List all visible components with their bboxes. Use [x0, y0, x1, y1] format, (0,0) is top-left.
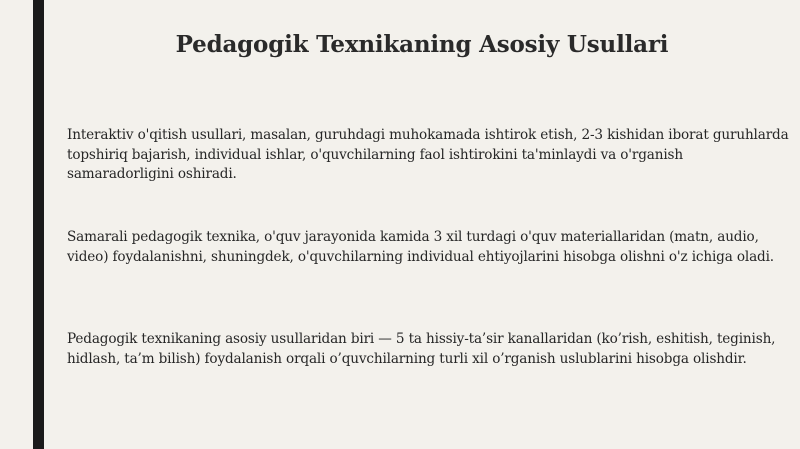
slide-title: Pedagogik Texnikaning Asosiy Usullari [175, 31, 669, 58]
paragraph-effective-technique: Samarali pedagogik texnika, o'quv jarayonida kamida 3 xil turdagi o'quv materiallaridan (matn, audio, video) foydalanishni, shuningdek, o'quvchilarning individual ehtiyojlarini hisobga olishni o'z ichiga oladi. [67, 229, 774, 265]
paragraph-sensory-channels: Pedagogik texnikaning asosiy usullaridan biri — 5 ta hissiy-ta’sir kanallaridan (ko’rish, eshitish, teginish, hidlash, ta’m bilish) foydalanish orqali o’quvchilarning turli xil o’rganish uslublarini hisobga olishdir. [67, 331, 776, 367]
paragraph-interactive-methods: Interaktiv o'qitish usullari, masalan, guruhdagi muhokamada ishtirok etish, 2-3 kishidan iborat guruhlarda topshiriq bajarish, individual ishlar, o'quvchilarning faol ishtirokini ta'minlaydi va o'rganish samaradorligini oshiradi. [67, 127, 789, 182]
left-accent-bar [33, 0, 44, 449]
